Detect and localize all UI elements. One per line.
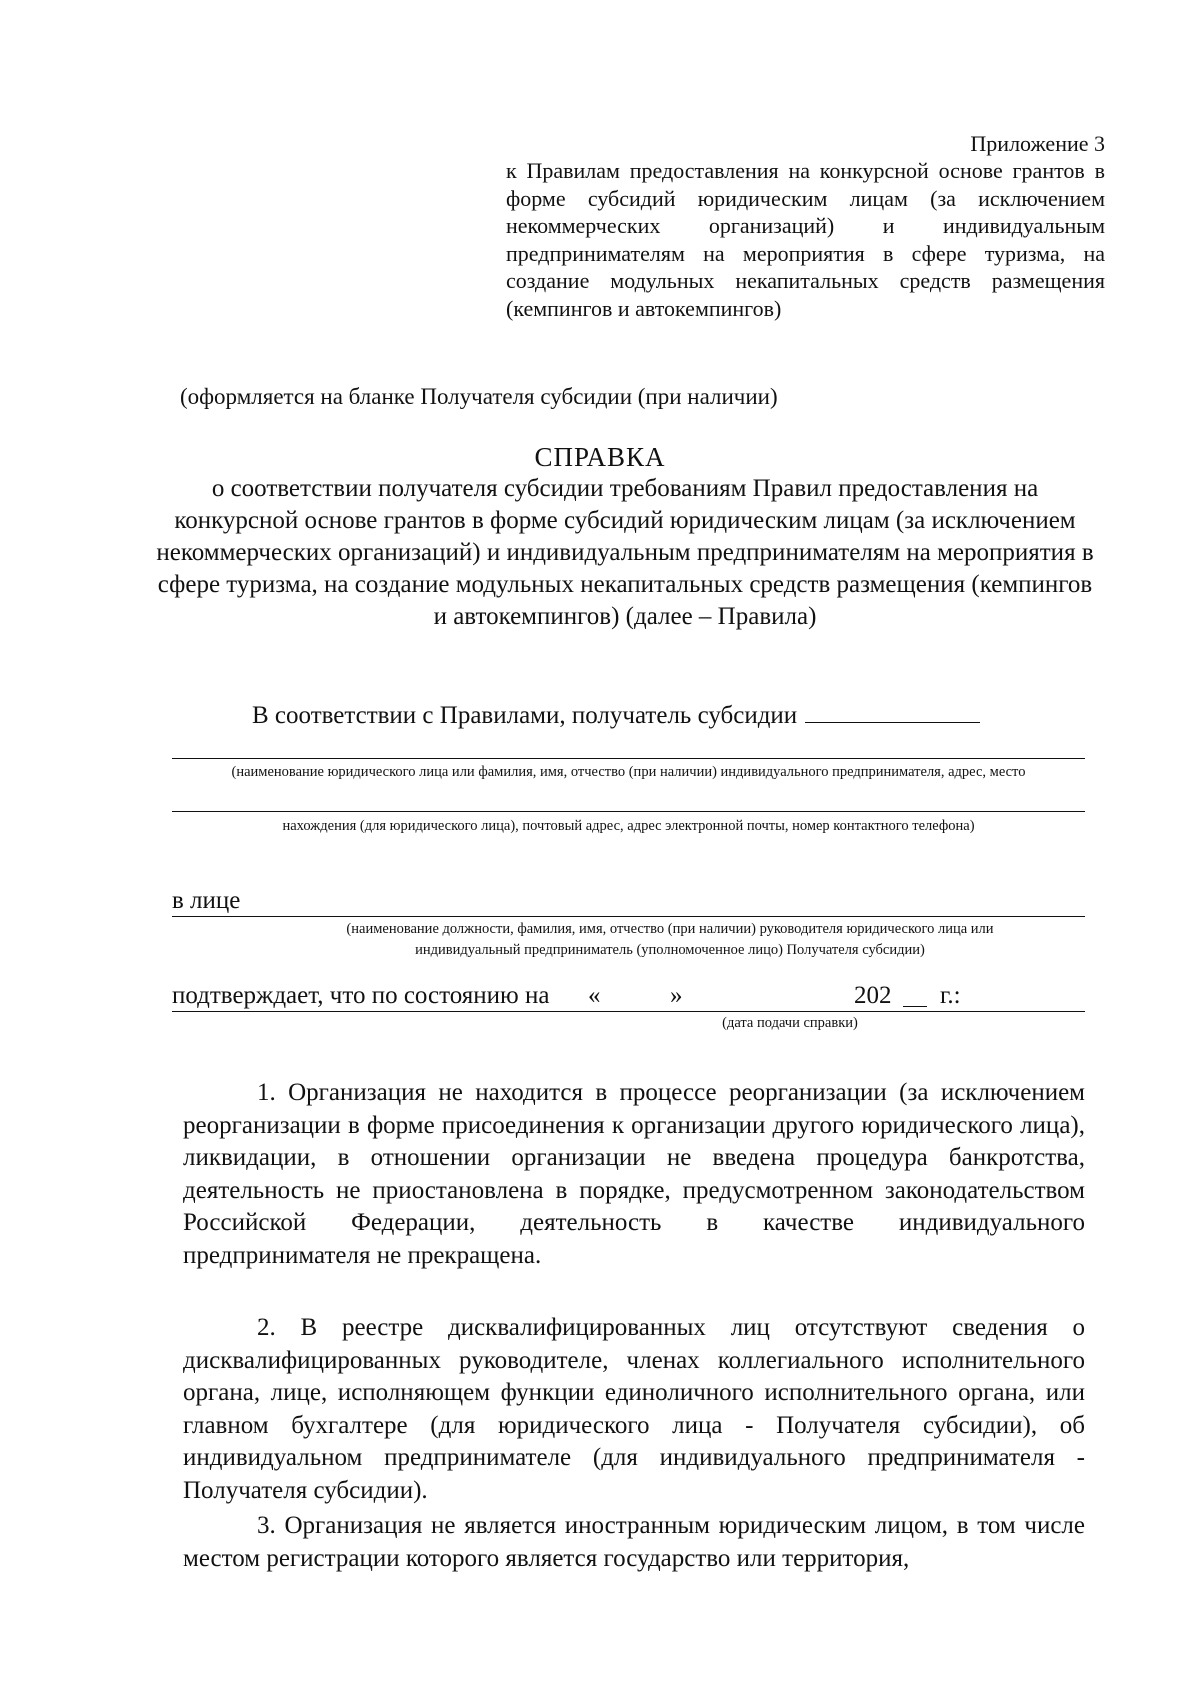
confirmation-caption: (дата подачи справки) xyxy=(722,1015,858,1031)
paragraph-2-text: 2. В реестре дисквалифицированных лиц отсутствуют сведения о дисквалифицированных руководителе, членах коллегиального исполнительного органа, лице, исполняющем функции единоличного исполнительного органа, или главном бухгалтере (для юридического лица - Получателя субсидии), об индивидуальном предпринимателе (для индивидуального предпринимателя - Получателя субсидии). xyxy=(183,1314,1085,1504)
representative-rule xyxy=(172,916,1085,917)
document-title: СПРАВКА xyxy=(534,442,666,472)
year-blank[interactable] xyxy=(903,1006,927,1007)
recipient-lead-text: В соответствии с Правилами, получатель субсидии xyxy=(252,702,798,729)
paragraph-1-text: 1. Организация не находится в процессе реорганизации (за исключением реорганизации в форме присоединения к организации другого юридического лица), ликвидации, в отношении организации не введена процедура банкротства, деятельность не приостановлена в порядке, предусмотренном законодательством Российской Федерации, деятельность в качестве индивидуального предпринимателя не прекращена. xyxy=(183,1079,1085,1269)
paragraph-3-text: 3. Организация не является иностранным юридическим лицом, в том числе местом регистрации которого является государство или территория, xyxy=(183,1512,1085,1572)
recipient-caption-2: нахождения (для юридического лица), почтовый адрес, адрес электронной почты, номер контактного телефона) xyxy=(282,818,975,834)
recipient-rule-1 xyxy=(172,758,1085,759)
recipient-rule-2 xyxy=(172,811,1085,812)
confirmation-lead: подтверждает, что по состоянию на xyxy=(172,982,550,1009)
representative-caption-1: (наименование должности, фамилия, имя, отчество (при наличии) руководителя юридического лица или xyxy=(346,921,994,937)
confirmation-year-suffix: г.: xyxy=(940,982,961,1009)
document-subtitle: о соответствии получателя субсидии требованиям Правил предоставления на конкурсной основе грантов в форме субсидий юридическим лицам (за исключением некоммерческих организаций) и индивидуальным предпринимателям на мероприятия в сфере туризма, на создание модульных некапитальных средств размещения (кемпингов и автокемпингов) (далее – Правила) xyxy=(156,475,1094,630)
paragraph-1 xyxy=(183,1077,1085,1272)
recipient-caption-1: (наименование юридического лица или фамилия, имя, отчество (при наличии) индивидуального предпринимателя, адрес, место xyxy=(231,764,1026,780)
paragraph-3 xyxy=(183,1510,1085,1575)
paragraph-2 xyxy=(183,1312,1085,1507)
representative-caption-2: индивидуальный предприниматель (уполномоченное лицо) Получателя субсидии) xyxy=(415,942,925,958)
confirmation-quote-open: « xyxy=(588,982,601,1009)
recipient-blank[interactable] xyxy=(805,700,980,723)
confirmation-year-prefix: 202 xyxy=(854,982,892,1009)
confirmation-rule xyxy=(172,1011,1085,1012)
appendix-title: Приложение 3 xyxy=(970,131,1105,156)
form-note: (оформляется на бланке Получателя субсидии (при наличии) xyxy=(180,384,778,409)
confirmation-quote-close: » xyxy=(670,982,683,1009)
recipient-lead-line xyxy=(252,700,980,731)
representative-lead: в лице xyxy=(172,887,241,914)
appendix-reference: к Правилам предоставления на конкурсной основе грантов в форме субсидий юридическим лицам (за исключением некоммерческих организаций) и индивидуальным предпринимателям на мероприятия в сфере туризма, на создание модульных некапитальных средств размещения (кемпингов и автокемпингов) xyxy=(506,158,1105,321)
